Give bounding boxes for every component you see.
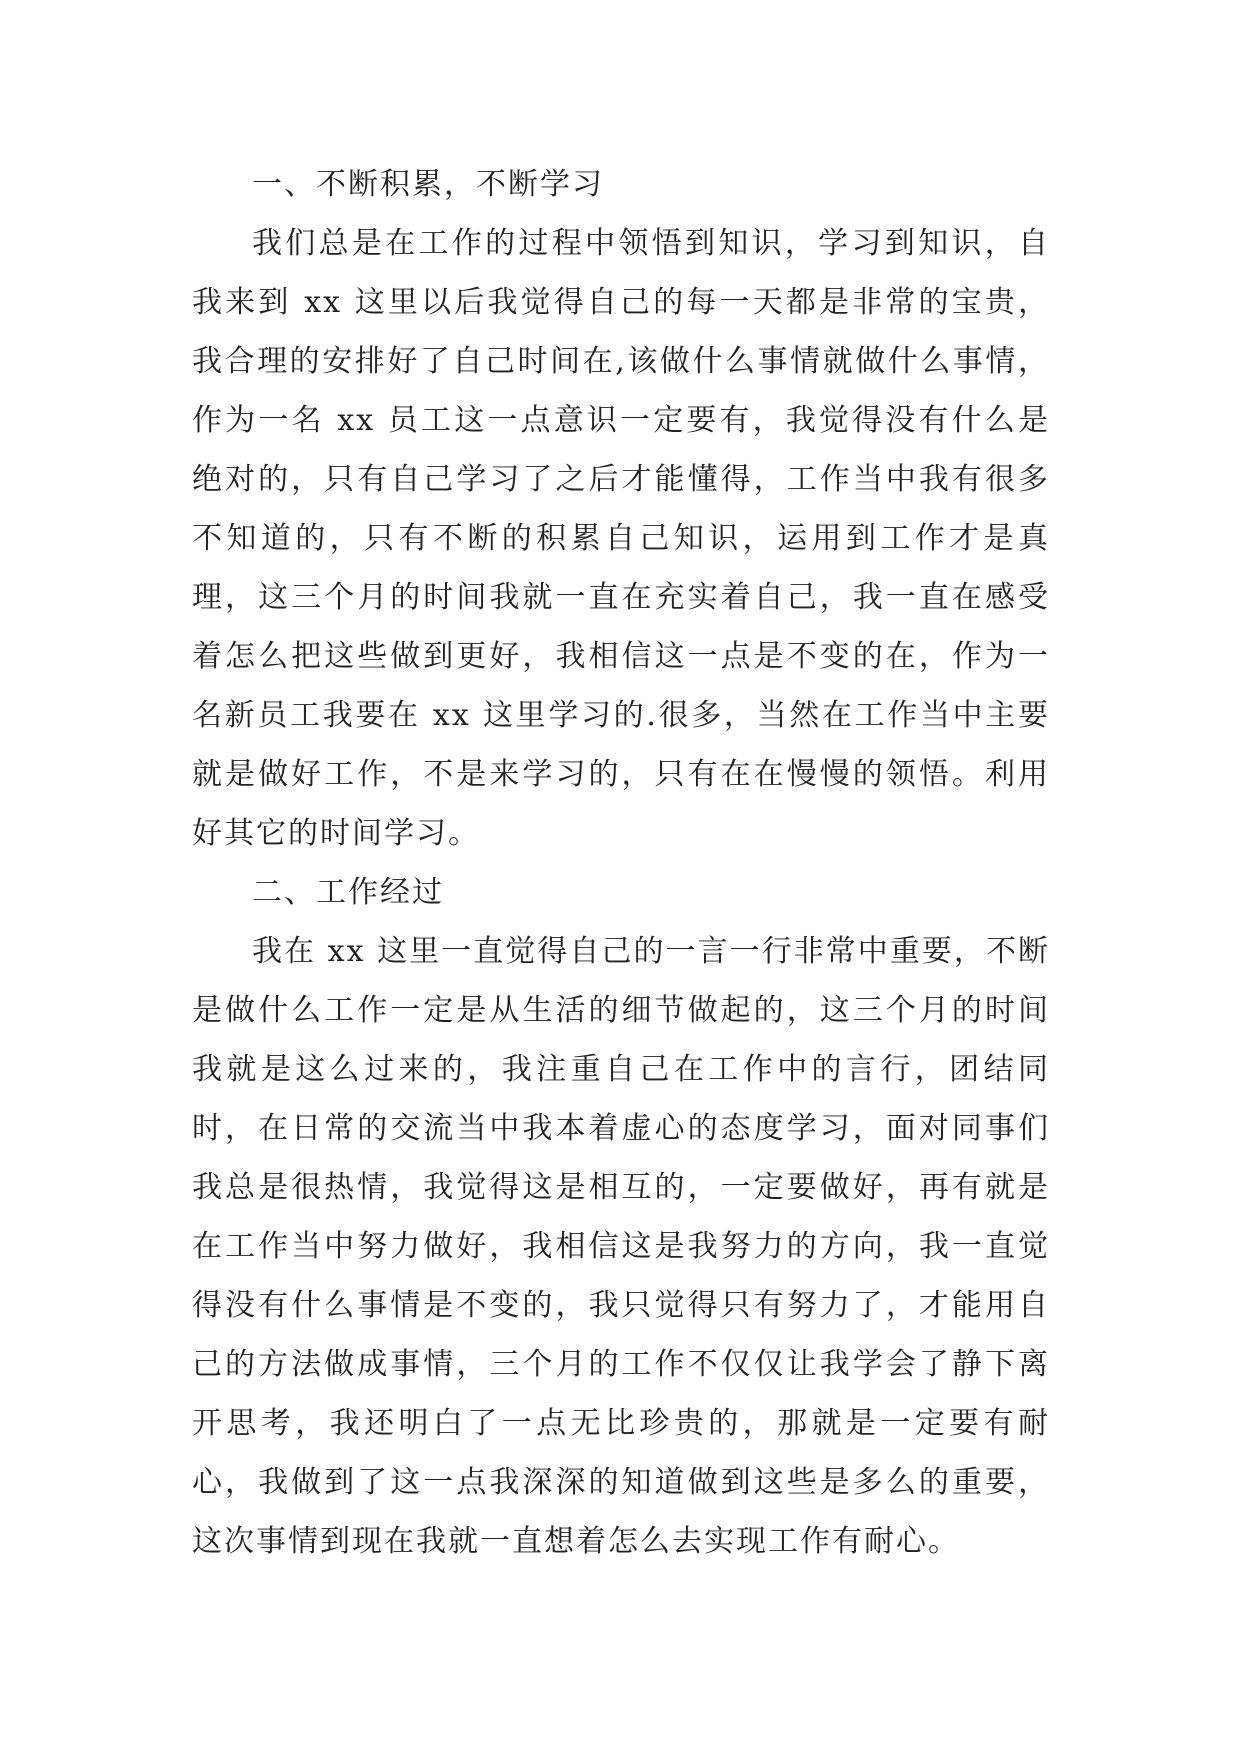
body-paragraph-2: 我在 xx 这里一直觉得自己的一言一行非常中重要，不断是做什么工作一定是从生活的细节做起的，这三个月的时间我就是这么过来的，我注重自己在工作中的言行，团结同时，在日常的交流当中我本着虚心的态度学习，面对同事们我总是很热情，我觉得这是相互的，一定要做好，再有就是在工作当中努力做好，我相信这是我努力的方向，我一直觉得没有什么事情是不变的，我只觉得只有努力了，才能用自己的方法做成事情，三个月的工作不仅仅让我学会了静下离开思考，我还明白了一点无比珍贵的，那就是一定要有耐心，我做到了这一点我深深的知道做到这些是多么的重要，这次事情到现在我就一直想着怎么去实现工作有耐心。 — [192, 934, 1050, 1559]
document-body — [192, 155, 1050, 1571]
section-heading-2: 二、工作经过 — [252, 875, 444, 910]
section-heading-1: 一、不断积累，不断学习 — [252, 167, 604, 202]
body-paragraph-1: 我们总是在工作的过程中领悟到知识，学习到知识，自我来到 xx 这里以后我觉得自己的每一天都是非常的宝贵，我合理的安排好了自己时间在,该做什么事情就做什么事情，作为一名 xx 员工这一点意识一定要有，我觉得没有什么是绝对的，只有自己学习了之后才能懂得，工作当中我有很多不知道的，只有不断的积累自己知识，运用到工作才是真理，这三个月的时间我就一直在充实着自己，我一直在感受着怎么把这些做到更好，我相信这一点是不变的在，作为一名新员工我要在 xx 这里学习的.很多，当然在工作当中主要就是做好工作，不是来学习的，只有在在慢慢的领悟。利用好其它的时间学习。 — [192, 226, 1050, 851]
